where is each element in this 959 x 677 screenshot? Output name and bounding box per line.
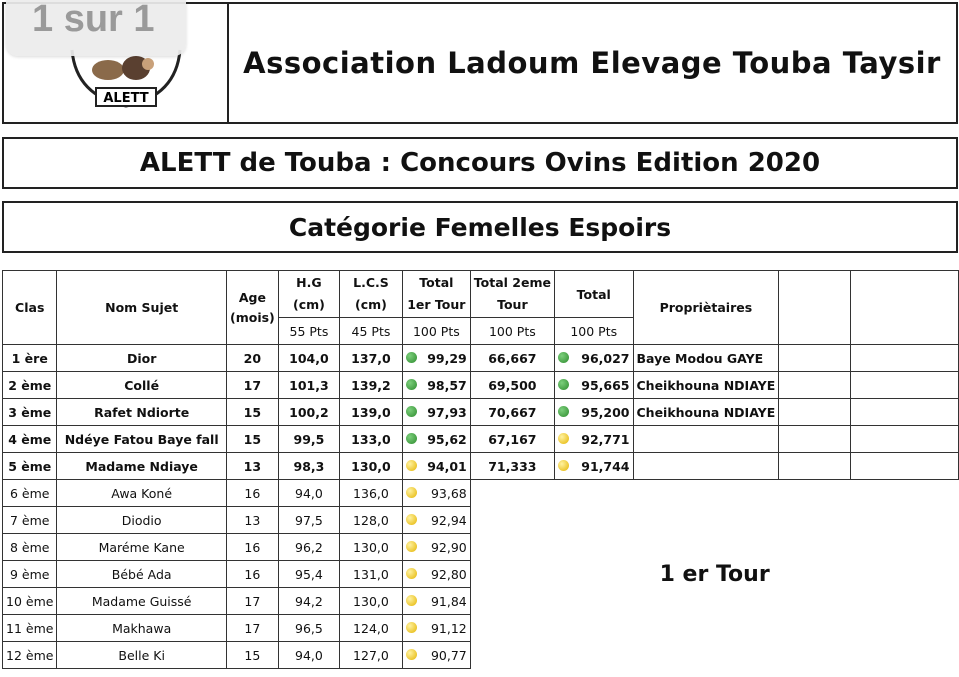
cell-empty: [779, 453, 851, 480]
cell-clas: 10 ème: [3, 588, 57, 615]
cell-owner: [633, 453, 779, 480]
cell-total1: [402, 399, 470, 426]
header-age-unit: (mois): [230, 309, 275, 325]
cell-total1: [402, 615, 470, 642]
green-dot-icon: [558, 406, 569, 417]
yellow-dot-icon: [406, 514, 417, 525]
total-value: 95,200: [581, 404, 630, 420]
cell-total1: [402, 372, 470, 399]
points-hg: 55 Pts: [278, 318, 339, 345]
total1-value: 91,84: [430, 593, 467, 609]
cell-lcs: 130,0: [339, 588, 402, 615]
header-nom: Nom Sujet: [57, 271, 226, 345]
cell-clas: 11 ème: [3, 615, 57, 642]
cell-clas: 6 ème: [3, 480, 57, 507]
cell-lcs: 127,0: [339, 642, 402, 669]
cell-clas: 9 ème: [3, 561, 57, 588]
cell-total1: [402, 642, 470, 669]
total-value: 95,665: [581, 377, 630, 393]
cell-hg: 94,0: [278, 642, 339, 669]
cell-owner: Cheikhouna NDIAYE: [633, 372, 779, 399]
svg-text:ALETT: ALETT: [103, 91, 149, 106]
green-dot-icon: [406, 352, 417, 363]
cell-hg: 96,5: [278, 615, 339, 642]
cell-age: 20: [226, 345, 278, 372]
cell-nom: Diodio: [57, 507, 226, 534]
yellow-dot-icon: [406, 622, 417, 633]
cell-age: 15: [226, 426, 278, 453]
table-row: [3, 372, 959, 399]
total1-value: 99,29: [427, 350, 467, 366]
merged-tour-label: 1 er Tour: [470, 480, 958, 669]
cell-clas: 7 ème: [3, 507, 57, 534]
yellow-dot-icon: [406, 568, 417, 579]
header-proprietaires: Propriètaires: [633, 271, 779, 345]
table-row: [3, 480, 959, 507]
cell-age: 17: [226, 588, 278, 615]
cell-age: 17: [226, 372, 278, 399]
header-lcs-label: L.C.S: [353, 275, 389, 290]
total1-value: 94,01: [427, 458, 467, 474]
cell-empty: [779, 345, 851, 372]
cell-age: 13: [226, 507, 278, 534]
cell-lcs: 128,0: [339, 507, 402, 534]
cell-age: 16: [226, 480, 278, 507]
header-total2-b: Tour: [497, 297, 528, 312]
cell-total1: [402, 507, 470, 534]
cell-hg: 94,0: [278, 480, 339, 507]
header-total1-b: 1er Tour: [407, 297, 466, 312]
cell-total1: [402, 561, 470, 588]
cell-hg: 104,0: [278, 345, 339, 372]
results-table: [2, 270, 959, 669]
total-value: 96,027: [581, 350, 630, 366]
cell-lcs: 130,0: [339, 453, 402, 480]
cell-total: [554, 399, 633, 426]
cell-total1: [402, 345, 470, 372]
table-row: [3, 399, 959, 426]
total1-value: 90,77: [430, 647, 467, 663]
cell-owner: [633, 426, 779, 453]
green-dot-icon: [558, 352, 569, 363]
cell-total2: 70,667: [470, 399, 554, 426]
header-hg-label: H.G: [296, 275, 322, 290]
cell-hg: 97,5: [278, 507, 339, 534]
cell-clas: 8 ème: [3, 534, 57, 561]
cell-total2: 67,167: [470, 426, 554, 453]
header-total: Total: [554, 271, 633, 318]
yellow-dot-icon: [558, 433, 569, 444]
points-total2: 100 Pts: [470, 318, 554, 345]
header-total1-a: Total: [419, 275, 454, 290]
cell-empty: [851, 453, 959, 480]
points-total1: 100 Pts: [402, 318, 470, 345]
total1-value: 92,94: [430, 512, 467, 528]
green-dot-icon: [406, 406, 417, 417]
header-total1: [402, 271, 470, 318]
cell-hg: 98,3: [278, 453, 339, 480]
cell-lcs: 133,0: [339, 426, 402, 453]
cell-hg: 101,3: [278, 372, 339, 399]
header-age: [226, 271, 278, 345]
cell-clas: 1 ère: [3, 345, 57, 372]
cell-nom: Bébé Ada: [57, 561, 226, 588]
cell-owner: Cheikhouna NDIAYE: [633, 399, 779, 426]
header-total2-a: Total 2eme: [473, 275, 551, 290]
header-lcs-unit: (cm): [355, 297, 387, 312]
cell-nom: Belle Ki: [57, 642, 226, 669]
cell-empty: [851, 426, 959, 453]
cell-empty: [779, 399, 851, 426]
cell-empty: [779, 426, 851, 453]
header-lcs: [339, 271, 402, 318]
cell-empty: [779, 372, 851, 399]
cell-total1: [402, 426, 470, 453]
cell-age: 15: [226, 642, 278, 669]
cell-clas: 5 ème: [3, 453, 57, 480]
association-name: Association Ladoum Elevage Touba Taysir: [243, 46, 941, 80]
cell-nom: Awa Koné: [57, 480, 226, 507]
cell-clas: 2 ème: [3, 372, 57, 399]
cell-hg: 95,4: [278, 561, 339, 588]
header-empty-1: [779, 271, 851, 345]
cell-age: 15: [226, 399, 278, 426]
alett-logo: [66, 48, 186, 112]
cell-hg: 99,5: [278, 426, 339, 453]
header-empty-2: [851, 271, 959, 345]
cell-total: [554, 426, 633, 453]
cell-total1: [402, 480, 470, 507]
cell-lcs: 136,0: [339, 480, 402, 507]
yellow-dot-icon: [406, 541, 417, 552]
header-hg: [278, 271, 339, 318]
total1-value: 95,62: [427, 431, 467, 447]
points-total: 100 Pts: [554, 318, 633, 345]
total1-value: 92,90: [430, 539, 467, 555]
cell-total1: [402, 588, 470, 615]
cell-nom: Madame Ndiaye: [57, 453, 226, 480]
total-value: 92,771: [581, 431, 630, 447]
yellow-dot-icon: [406, 487, 417, 498]
cell-nom: Collé: [57, 372, 226, 399]
cell-hg: 100,2: [278, 399, 339, 426]
cell-age: 16: [226, 561, 278, 588]
green-dot-icon: [406, 379, 417, 390]
cell-empty: [851, 345, 959, 372]
yellow-dot-icon: [406, 595, 417, 606]
cell-nom: Dior: [57, 345, 226, 372]
cell-lcs: 137,0: [339, 345, 402, 372]
cell-lcs: 131,0: [339, 561, 402, 588]
page-counter-badge: 1 sur 1: [6, 0, 186, 56]
yellow-dot-icon: [406, 649, 417, 660]
cell-age: 17: [226, 615, 278, 642]
cell-lcs: 124,0: [339, 615, 402, 642]
cell-total: [554, 345, 633, 372]
page-title: ALETT de Touba : Concours Ovins Edition 2020: [2, 137, 958, 189]
cell-lcs: 139,2: [339, 372, 402, 399]
points-lcs: 45 Pts: [339, 318, 402, 345]
header-clas: Clas: [3, 271, 57, 345]
cell-lcs: 139,0: [339, 399, 402, 426]
cell-empty: [851, 399, 959, 426]
cell-nom: Maréme Kane: [57, 534, 226, 561]
cell-clas: 4 ème: [3, 426, 57, 453]
cell-nom: Ndéye Fatou Baye fall: [57, 426, 226, 453]
cell-total1: [402, 534, 470, 561]
cell-total: [554, 453, 633, 480]
results-table-wrapper: [2, 270, 959, 669]
cell-hg: 96,2: [278, 534, 339, 561]
total-value: 91,744: [581, 458, 630, 474]
green-dot-icon: [558, 379, 569, 390]
table-row: [3, 426, 959, 453]
total1-value: 98,57: [427, 377, 467, 393]
cell-hg: 94,2: [278, 588, 339, 615]
cell-nom: Madame Guissé: [57, 588, 226, 615]
cell-clas: 12 ème: [3, 642, 57, 669]
total1-value: 97,93: [427, 404, 467, 420]
table-row: [3, 345, 959, 372]
cell-owner: Baye Modou GAYE: [633, 345, 779, 372]
cell-total1: [402, 453, 470, 480]
yellow-dot-icon: [406, 460, 417, 471]
header-total2: [470, 271, 554, 318]
cell-total2: 69,500: [470, 372, 554, 399]
header-hg-unit: (cm): [292, 297, 325, 312]
cell-lcs: 130,0: [339, 534, 402, 561]
total1-value: 92,80: [430, 566, 467, 582]
cell-nom: Rafet Ndiorte: [57, 399, 226, 426]
cell-total: [554, 372, 633, 399]
green-dot-icon: [406, 433, 417, 444]
yellow-dot-icon: [558, 460, 569, 471]
category-title: Catégorie Femelles Espoirs: [2, 201, 958, 253]
cell-age: 16: [226, 534, 278, 561]
cell-total2: 71,333: [470, 453, 554, 480]
total1-value: 93,68: [430, 485, 467, 501]
cell-nom: Makhawa: [57, 615, 226, 642]
cell-empty: [851, 372, 959, 399]
header-age-label: Age: [238, 289, 266, 305]
table-row: [3, 453, 959, 480]
cell-age: 13: [226, 453, 278, 480]
total1-value: 91,12: [430, 620, 467, 636]
cell-clas: 3 ème: [3, 399, 57, 426]
cell-total2: 66,667: [470, 345, 554, 372]
